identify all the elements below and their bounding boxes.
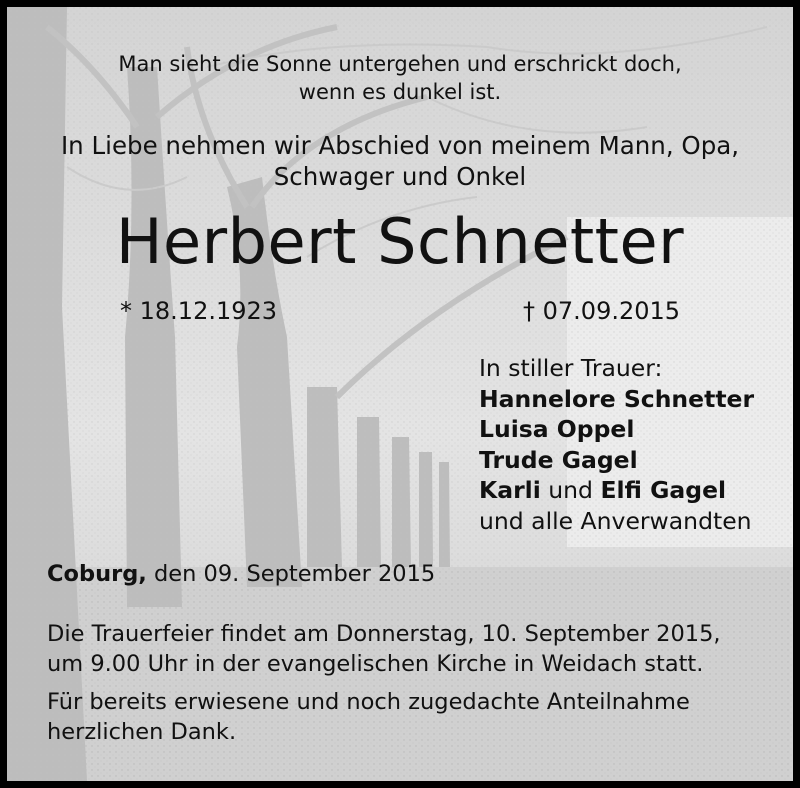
quote-line-1: Man sieht die Sonne untergehen und erschrickt doch, [118, 52, 682, 76]
service-line-2: um 9.00 Uhr in der evangelischen Kirche in Weidach statt. [47, 651, 704, 677]
place-date [47, 561, 435, 587]
mourners-closing: und alle Anverwandten [479, 506, 752, 535]
thanks-line-1: Für bereits erwiesene und noch zugedachte Anteilnahme [47, 689, 690, 715]
intro-line-2: Schwager und Onkel [273, 162, 527, 191]
death-date: † 07.09.2015 [523, 297, 681, 325]
mourner-name: Luisa Oppel [479, 415, 635, 443]
place: Coburg, [47, 561, 147, 587]
mourner-couple [479, 475, 754, 506]
intro-line-1: In Liebe nehmen wir Abschied von meinem Mann, Opa, [60, 131, 740, 160]
mourner-name: Karli [479, 476, 541, 504]
mourner-name: Trude Gagel [479, 445, 638, 474]
birth-date: * 18.12.1923 [120, 297, 278, 325]
service-line-1: Die Trauerfeier findet am Donnerstag, 10. September 2015, [47, 621, 721, 647]
date: den 09. September 2015 [146, 561, 436, 587]
mourners-block [479, 353, 754, 536]
mourner-name: Hannelore Schnetter [479, 384, 755, 413]
deceased-name: Herbert Schnetter [115, 205, 685, 278]
mourner-connector: und [540, 476, 601, 504]
mourner-name: Elfi Gagel [600, 476, 727, 504]
thanks-line-2: herzlichen Dank. [47, 719, 237, 745]
quote-line-2: wenn es dunkel ist. [298, 80, 502, 104]
mourners-heading: In stiller Trauer: [479, 354, 663, 382]
